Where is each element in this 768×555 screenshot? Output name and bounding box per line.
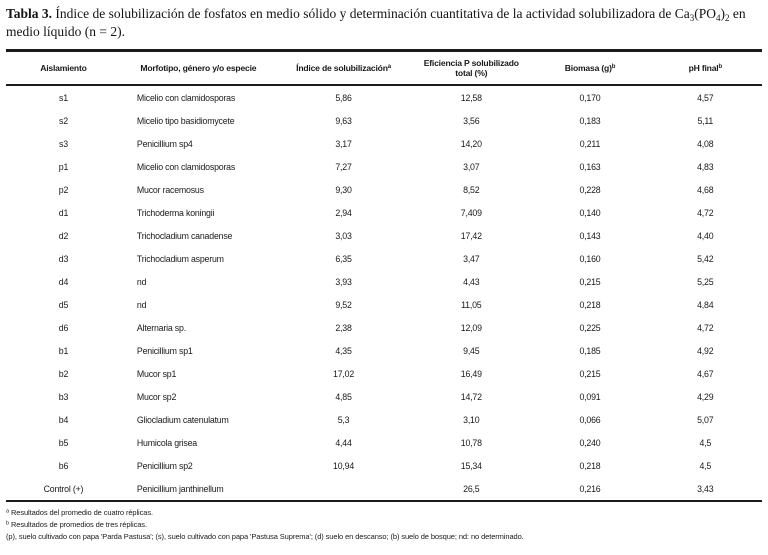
isolate-cell: d3: [58, 253, 69, 264]
footnote-text: Resultados del promedio de cuatro réplicas.: [8, 508, 153, 517]
table-row: [6, 270, 762, 293]
value-cell: 0,170: [579, 92, 601, 103]
value-cell: 4,92: [697, 345, 714, 356]
column-header-superscript: a: [387, 64, 391, 70]
value-cell: 7,27: [335, 161, 352, 172]
value-cell: 9,30: [335, 184, 352, 195]
column-header-label: Biomasa (g): [564, 63, 612, 73]
value-cell: 3,56: [463, 115, 480, 126]
table-row: [6, 85, 762, 109]
formula-subscript: 2: [724, 13, 730, 23]
footnote-line: [6, 531, 762, 543]
table-row: [6, 362, 762, 385]
value-cell: 0,140: [579, 207, 601, 218]
value-cell: 4,72: [697, 322, 714, 333]
value-cell: 3,03: [335, 230, 352, 241]
value-cell: 14,72: [460, 391, 482, 402]
value-cell: 2,38: [335, 322, 352, 333]
isolate-cell: s3: [59, 138, 68, 149]
species-cell: Trichocladium canadense: [136, 230, 233, 241]
footnote-superscript: a: [6, 508, 9, 515]
isolate-cell: b3: [58, 391, 69, 402]
formula-subscript: 3: [689, 13, 695, 23]
footnote-superscript: b: [6, 520, 9, 527]
isolate-cell: d6: [58, 322, 69, 333]
value-cell: 5,25: [697, 276, 714, 287]
value-cell: 3,17: [335, 138, 352, 149]
results-table: [6, 49, 762, 502]
value-cell: 16,49: [460, 368, 482, 379]
value-cell: 4,83: [697, 161, 714, 172]
value-cell: 6,35: [335, 253, 352, 264]
table-header-row: [6, 51, 762, 86]
value-cell: 4,68: [697, 184, 714, 195]
species-cell: nd: [136, 299, 147, 310]
value-cell: 17,02: [333, 368, 355, 379]
isolate-cell: p1: [58, 161, 69, 172]
value-cell: 5,86: [335, 92, 352, 103]
isolate-cell: b5: [58, 437, 69, 448]
species-cell: Humicola grisea: [136, 437, 197, 448]
value-cell: 7,409: [460, 207, 482, 218]
footnote-line: [6, 519, 762, 531]
column-header-label: pH final: [688, 63, 719, 73]
species-cell: Micelio con clamidosporas: [136, 92, 236, 103]
column-header-label: Aislamiento: [40, 63, 87, 73]
footnotes: [6, 507, 762, 543]
value-cell: 4,40: [697, 230, 714, 241]
value-cell: 4,85: [335, 391, 352, 402]
chemical-formula: [675, 6, 730, 21]
value-cell: 0,228: [579, 184, 601, 195]
value-cell: 4,43: [463, 276, 480, 287]
table-row: [6, 408, 762, 431]
value-cell: 0,066: [579, 414, 601, 425]
footnote-text: Resultados de promedios de tres réplicas.: [8, 520, 147, 529]
value-cell: 5,11: [697, 115, 714, 126]
species-cell: Penicillium sp2: [136, 460, 193, 471]
column-header: [649, 51, 762, 86]
isolate-cell: d5: [58, 299, 69, 310]
value-cell: 15,34: [460, 460, 482, 471]
table-row: [6, 132, 762, 155]
value-cell: 0,215: [579, 276, 601, 287]
table-header: [6, 51, 762, 86]
species-cell: Micelio tipo basidiomycete: [136, 115, 235, 126]
table-caption-label: Tabla 3.: [6, 6, 53, 21]
table-body: [6, 85, 762, 501]
table-row: [6, 385, 762, 408]
species-cell: Penicillium sp1: [136, 345, 193, 356]
value-cell: 3,93: [335, 276, 352, 287]
value-cell: 4,35: [335, 345, 352, 356]
table-row: [6, 477, 762, 501]
table-row: [6, 109, 762, 132]
column-header: [6, 51, 121, 86]
value-cell: 0,216: [579, 483, 601, 494]
isolate-cell: b4: [58, 414, 69, 425]
value-cell: 4,84: [697, 299, 714, 310]
isolate-cell: d2: [58, 230, 69, 241]
table-caption-text-1: Índice de solubilización de fosfatos en medio sólido y determinación cuantitativa de la actividad solubilizadora de: [52, 6, 675, 21]
value-cell: 10,78: [460, 437, 482, 448]
isolate-cell: p2: [58, 184, 69, 195]
table-row: [6, 339, 762, 362]
value-cell: 0,211: [579, 138, 601, 149]
isolate-cell: b2: [58, 368, 69, 379]
value-cell: 10,94: [333, 460, 355, 471]
value-cell: 0,143: [579, 230, 601, 241]
species-cell: Penicillium sp4: [136, 138, 193, 149]
formula-text: Ca: [674, 6, 690, 21]
value-cell: 0,183: [579, 115, 601, 126]
value-cell: 12,09: [460, 322, 482, 333]
value-cell: 4,5: [699, 460, 712, 471]
value-cell: 4,29: [697, 391, 714, 402]
column-header: [276, 51, 411, 86]
value-cell: 4,44: [335, 437, 352, 448]
value-cell: 0,185: [579, 345, 601, 356]
column-header-label: Morfotipo, género y/o especie: [140, 63, 257, 73]
value-cell: 5,3: [337, 414, 350, 425]
formula-text: (PO: [694, 6, 716, 21]
column-header-superscript: b: [718, 64, 722, 70]
table-row: [6, 431, 762, 454]
table-row: [6, 155, 762, 178]
species-cell: Mucor sp1: [136, 368, 177, 379]
value-cell: 26,5: [463, 483, 480, 494]
footnote-text: (p), suelo cultivado con papa 'Parda Pastusa'; (s), suelo cultivado con papa 'Pastusa Suprema'; (d) suelo en descanso; (b) suelo de bosque; nd: no determinado.: [6, 532, 524, 541]
footnote-line: [6, 507, 762, 519]
column-header-label: Eficiencia P solubilizado total (%): [423, 58, 519, 78]
value-cell: 3,07: [463, 161, 480, 172]
value-cell: 2,94: [335, 207, 352, 218]
value-cell: 9,45: [463, 345, 480, 356]
value-cell: 4,67: [697, 368, 714, 379]
table-row: [6, 178, 762, 201]
table-caption: [6, 5, 762, 40]
isolate-cell: s2: [59, 115, 68, 126]
value-cell: 3,47: [463, 253, 480, 264]
value-cell: 8,52: [463, 184, 480, 195]
value-cell: [276, 477, 411, 501]
value-cell: 0,160: [579, 253, 601, 264]
species-cell: Micelio con clamidosporas: [136, 161, 236, 172]
species-cell: Mucor racemosus: [136, 184, 204, 195]
formula-text: ): [720, 6, 725, 21]
species-cell: Alternaria sp.: [136, 322, 186, 333]
table-row: [6, 224, 762, 247]
value-cell: 3,10: [463, 414, 480, 425]
species-cell: Mucor sp2: [136, 391, 177, 402]
value-cell: 4,5: [699, 437, 712, 448]
table-row: [6, 454, 762, 477]
isolate-cell: b1: [58, 345, 69, 356]
value-cell: 0,215: [579, 368, 601, 379]
isolate-cell: d4: [58, 276, 69, 287]
table-row: [6, 201, 762, 224]
value-cell: 0,091: [579, 391, 601, 402]
isolate-cell: b6: [58, 460, 69, 471]
column-header: [531, 51, 648, 86]
isolate-cell: s1: [59, 92, 68, 103]
species-cell: Trichoderma koningii: [136, 207, 215, 218]
value-cell: 14,20: [460, 138, 482, 149]
isolate-cell: d1: [58, 207, 69, 218]
value-cell: 0,225: [579, 322, 601, 333]
table-row: [6, 316, 762, 339]
column-header-superscript: b: [611, 64, 616, 70]
species-cell: Trichocladium asperum: [136, 253, 224, 264]
table-row: [6, 247, 762, 270]
value-cell: 5,42: [697, 253, 714, 264]
value-cell: 9,63: [335, 115, 352, 126]
value-cell: 4,08: [697, 138, 714, 149]
value-cell: 0,218: [579, 299, 601, 310]
column-header-label: Índice de solubilización: [296, 63, 388, 73]
value-cell: 0,240: [579, 437, 601, 448]
value-cell: 9,52: [335, 299, 352, 310]
isolate-cell: Control (+): [43, 483, 84, 494]
value-cell: 11,05: [461, 299, 482, 310]
value-cell: 12,58: [460, 92, 482, 103]
value-cell: 17,42: [460, 230, 482, 241]
formula-subscript: 4: [715, 13, 721, 23]
species-cell: Penicillium janthinellum: [136, 483, 224, 494]
value-cell: 0,218: [579, 460, 601, 471]
table-row: [6, 293, 762, 316]
column-header: [411, 51, 531, 86]
value-cell: 4,72: [697, 207, 714, 218]
value-cell: 0,163: [579, 161, 601, 172]
table-caption-text-2: en medio líquido (n = 2).: [6, 6, 746, 39]
column-header: [121, 51, 276, 86]
value-cell: 3,43: [697, 483, 714, 494]
value-cell: 4,57: [697, 92, 714, 103]
species-cell: nd: [136, 276, 147, 287]
species-cell: Gliocladium catenulatum: [136, 414, 229, 425]
value-cell: 5,07: [697, 414, 714, 425]
